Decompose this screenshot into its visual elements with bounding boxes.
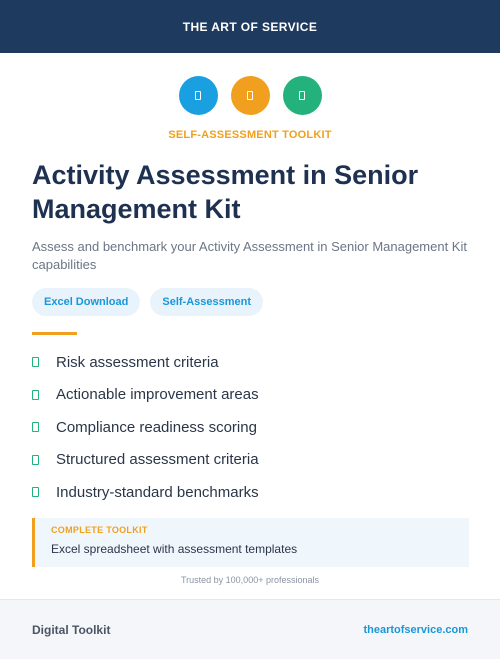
footer-website-link[interactable]: theartofservice.com — [363, 623, 468, 636]
page-title: Activity Assessment in Senior Management Kit — [32, 160, 419, 224]
brand-name: THE ART OF SERVICE — [182, 19, 318, 34]
list-item — [32, 476, 259, 509]
feature-text: Industry-standard benchmarks — [56, 483, 259, 501]
feature-text: Risk assessment criteria — [56, 353, 219, 371]
toolkit-callout — [32, 518, 469, 567]
footer-label: Digital Toolkit — [32, 622, 111, 637]
feature-text: Compliance readiness scoring — [56, 418, 257, 436]
page-subtitle: Assess and benchmark your Activity Assessment in Senior Management Kit capabilities — [32, 239, 467, 272]
tag-list — [32, 288, 263, 316]
document-icon — [179, 76, 218, 115]
check-icon — [32, 357, 39, 367]
document-icon — [283, 76, 322, 115]
check-icon — [32, 422, 39, 432]
list-item — [32, 346, 259, 379]
icon-row — [0, 76, 500, 115]
feature-list — [32, 346, 259, 509]
footer — [0, 599, 500, 659]
accent-divider — [32, 332, 77, 335]
list-item — [32, 379, 259, 412]
callout-label: COMPLETE TOOLKIT — [51, 525, 148, 535]
list-item — [32, 411, 259, 444]
check-icon — [32, 390, 39, 400]
trust-note: Trusted by 100,000+ professionals — [180, 575, 319, 585]
top-banner — [0, 0, 500, 53]
callout-description: Excel spreadsheet with assessment templates — [51, 542, 298, 556]
tag-excel-download: Excel Download — [32, 288, 140, 316]
check-icon — [32, 487, 39, 497]
list-item — [32, 444, 259, 477]
tag-self-assessment: Self-Assessment — [150, 288, 263, 316]
document-icon — [231, 76, 270, 115]
check-icon — [32, 455, 39, 465]
feature-text: Actionable improvement areas — [56, 386, 259, 404]
eyebrow-label: SELF-ASSESSMENT TOOLKIT — [168, 129, 332, 141]
feature-text: Structured assessment criteria — [56, 451, 259, 469]
